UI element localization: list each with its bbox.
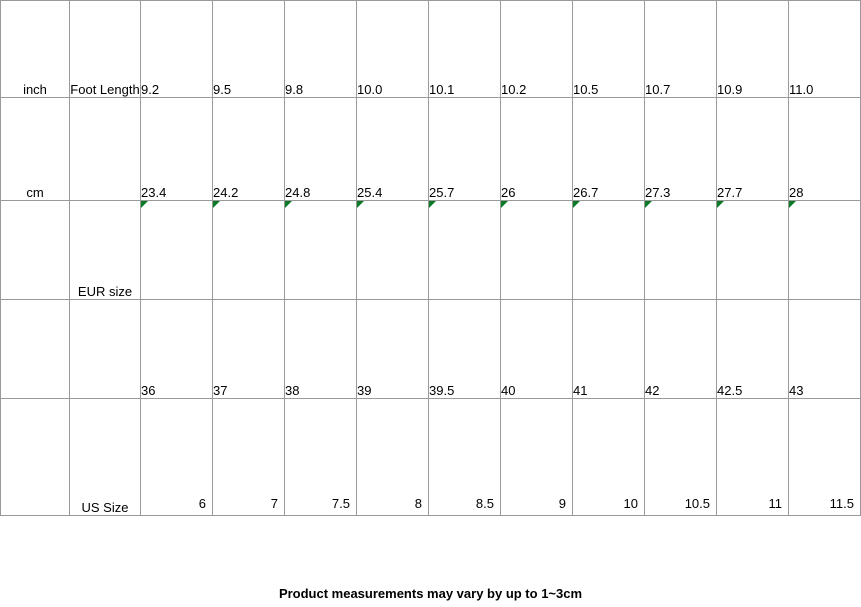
cell-cm-3: 24.8 [285, 98, 357, 201]
cell-inch-6: 10.2 [501, 1, 573, 98]
cell-inch-4: 10.0 [357, 1, 429, 98]
cell-eur-4: 39 [357, 300, 429, 399]
cell-eur-8: 42 [645, 300, 717, 399]
cell-eur-7: 41 [573, 300, 645, 399]
corner-marker-icon [645, 201, 652, 208]
cell-eur-5: 39.5 [429, 300, 501, 399]
row-label-eur-empty [1, 201, 70, 300]
cell-cm-9: 27.7 [717, 98, 789, 201]
table-row-cm [1, 98, 861, 201]
row-metric-cm-empty [70, 98, 141, 201]
table-row-inch [1, 1, 861, 98]
cell-eur-10: 43 [789, 300, 861, 399]
row-metric-eur-size: EUR size [70, 201, 141, 300]
row-label-us-empty [1, 399, 70, 516]
cell-cm-2: 24.2 [213, 98, 285, 201]
cell-inch-3: 9.8 [285, 1, 357, 98]
cell-cm-10: 28 [789, 98, 861, 201]
row-label-inch: inch [1, 1, 70, 98]
cell-inch-9: 10.9 [717, 1, 789, 98]
corner-marker-icon [717, 201, 724, 208]
cell-eur-2: 37 [213, 300, 285, 399]
cell-us-4: 8 [357, 399, 429, 516]
measurement-disclaimer: Product measurements may vary by up to 1~3cm [278, 586, 583, 601]
cell-cm-1: 23.4 [141, 98, 213, 201]
cell-inch-10: 11.0 [789, 1, 861, 98]
cell-us-9: 11 [717, 399, 789, 516]
marker-cell-2 [213, 201, 285, 300]
table-row-eur-values [1, 300, 861, 399]
row-metric-foot-length: Foot Length [70, 1, 141, 98]
cell-eur-1: 36 [141, 300, 213, 399]
marker-cell-8 [645, 201, 717, 300]
cell-us-3: 7.5 [285, 399, 357, 516]
cell-us-6: 9 [501, 399, 573, 516]
corner-marker-icon [789, 201, 796, 208]
corner-marker-icon [429, 201, 436, 208]
cell-eur-3: 38 [285, 300, 357, 399]
cell-inch-7: 10.5 [573, 1, 645, 98]
corner-marker-icon [141, 201, 148, 208]
marker-cell-3 [285, 201, 357, 300]
row-metric-eur-values-empty [70, 300, 141, 399]
cell-inch-2: 9.5 [213, 1, 285, 98]
cell-us-10: 11.5 [789, 399, 861, 516]
corner-marker-icon [213, 201, 220, 208]
cell-inch-8: 10.7 [645, 1, 717, 98]
marker-cell-5 [429, 201, 501, 300]
marker-cell-7 [573, 201, 645, 300]
cell-cm-8: 27.3 [645, 98, 717, 201]
cell-cm-6: 26 [501, 98, 573, 201]
row-label-cm: cm [1, 98, 70, 201]
cell-cm-5: 25.7 [429, 98, 501, 201]
table-row-us [1, 399, 861, 516]
cell-eur-9: 42.5 [717, 300, 789, 399]
cell-cm-7: 26.7 [573, 98, 645, 201]
marker-cell-9 [717, 201, 789, 300]
cell-eur-6: 40 [501, 300, 573, 399]
cell-us-1: 6 [141, 399, 213, 516]
marker-cell-10 [789, 201, 861, 300]
cell-inch-5: 10.1 [429, 1, 501, 98]
cell-us-8: 10.5 [645, 399, 717, 516]
cell-cm-4: 25.4 [357, 98, 429, 201]
corner-marker-icon [285, 201, 292, 208]
row-metric-us-size: US Size [70, 399, 141, 516]
cell-inch-1: 9.2 [141, 1, 213, 98]
row-label-eur-values-empty [1, 300, 70, 399]
corner-marker-icon [357, 201, 364, 208]
cell-us-5: 8.5 [429, 399, 501, 516]
table-row-eur-label [1, 201, 861, 300]
corner-marker-icon [501, 201, 508, 208]
marker-cell-1 [141, 201, 213, 300]
marker-cell-6 [501, 201, 573, 300]
cell-us-7: 10 [573, 399, 645, 516]
cell-us-2: 7 [213, 399, 285, 516]
marker-cell-4 [357, 201, 429, 300]
corner-marker-icon [573, 201, 580, 208]
